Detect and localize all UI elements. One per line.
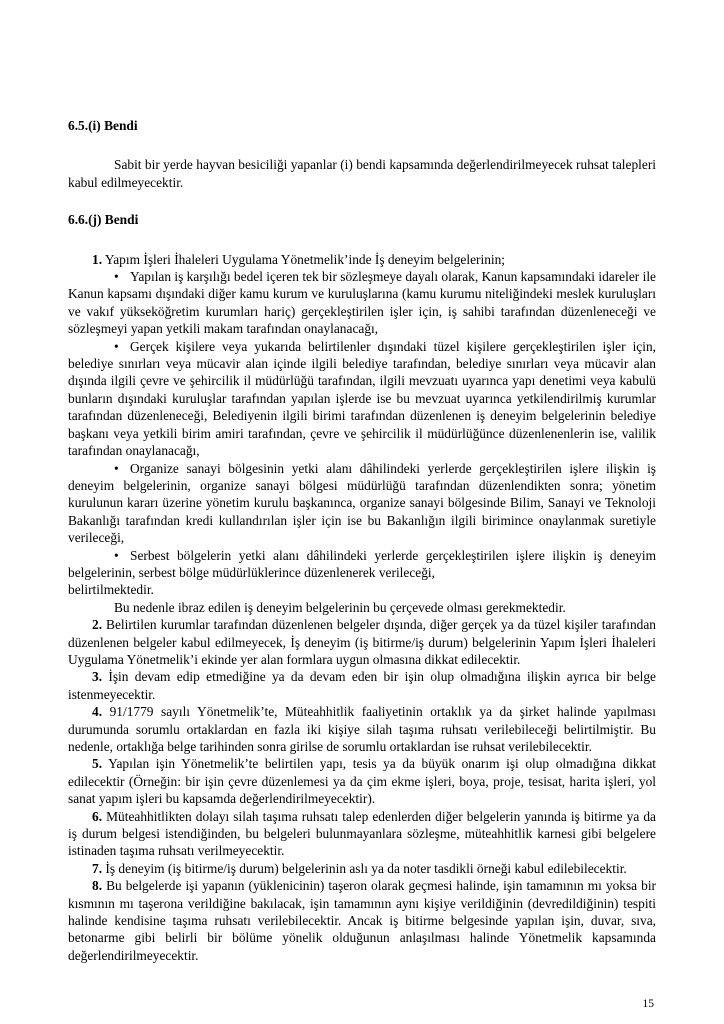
list-item-1 [68,251,656,268]
item-text: Yapılan işin Yönetmelik’te belirtilen yapı, tesis ya da büyük onarım işi olup olmadığına dikkat edilecektir (Örneğin: bir işin çevre düzenlemesi ya da çim ekme işleri, boya, proje, tesisat, harita işleri, yol sanat yapım işleri bu kapsamda değerlendirilmeyecektir). [68,756,656,807]
item-text: İş deneyim (iş bitirme/iş durum) belgelerinin aslı ya da noter tasdikli örneği kabul edilebilecektir. [105,860,627,876]
bullet-text: Serbest bölgelerin yetki alanı dâhilindeki yerlerde gerçekleştirilen işlere ilişkin iş deneyim belgelerinin, serbest bölge müdürlüklerince düzenlenerek verileceği, [68,547,656,580]
item-number: 6. [92,808,103,824]
list-item-2 [68,616,656,668]
list-item-8 [68,877,656,964]
bullet-text: Yapılan iş karşılığı bedel içeren tek bir sözleşmeye dayalı olarak, Kanun kapsamındaki idareler ile Kanun kapsamı dışındaki diğer kamu kurum ve kuruluşlarına (kamu kurumu niteliğindeki meslek kuruluşları ve vakıf yükseköğretim kurumları hariç) gerçekleştirilen işler için, iş sahibi tarafından düzenleneceği ve sözleşmeyi yapan yetkili makam tarafından onaylanacağı, [68,269,656,337]
document-page [68,117,656,964]
item-number: 4. [92,704,103,720]
item-text: 91/1779 sayılı Yönetmelik’te, Müteahhitlik faaliyetinin ortaklık ya da şirket halinde yapılması durumunda sorumlu ortaklardan en fazla iki kişiye silah taşıma ruhsatı verilebileceği belirtilmiştir. Bu nedenle, ortaklığa belge tarihinden sonra girilse de sorumlu ortaklardan ise ruhsat verilebilecektir. [68,704,656,754]
item-number: 1. [92,251,103,267]
item-number: 8. [92,878,103,894]
note-text: Bu nedenle ibraz edilen iş deneyim belgelerinin bu çerçevede olması gerekmektedir. [114,599,566,615]
bullet-icon: • [114,338,119,354]
item-text: Yapım İşleri İhaleleri Uygulama Yönetmelik’inde İş deneyim belgelerinin; [104,251,506,267]
item-number: 7. [92,860,103,876]
item-number: 5. [92,756,103,772]
item-text: Bu belgelerde işi yapanın (yüklenicinin) taşeron olarak geçmesi halinde, işin tamamının mı yoksa bir kısmının mı taşerona verildiğine bakılacak, işin tamamının aynı kişiye verildiğinin (devredildiğinin) tespiti halinde kendisine taşıma ruhsatı verilebilecektir. Ancak iş bitirme belgesinde yapılan işin, duvar, sıva, betonarme gibi belirli bir bölüme yönelik olduğunun anlaşılması halinde Yönetmelik kapsamında değerlendirilmeyecektir. [68,878,656,963]
bullet-text: Organize sanayi bölgesinin yetki alanı dâhilindeki yerlerde gerçekleştirilen işlere ilişkin iş deneyim belgelerinin, organize sanayi bölgesi müdürlüğü tarafından düzenlendikten sonra; yönetim kurulunun kararı üzerine yönetim kurulu başkanınca, organize sanayi bölgesinde Bilim, Sanayi ve Teknoloji Bakanlığı tarafından kredi kullandırılan işler için ise bu Bakanlığın ilgili birimince onaylanmak suretiyle verileceği, [68,460,656,546]
item-text: İşin devam edip etmediğine ya da devam eden bir işin olup olmadığına ilişkin ayrıca bir belge istenmeyecektir. [68,669,656,702]
bullet-icon: • [114,269,119,285]
bullet-icon: • [114,547,119,563]
page-number: 15 [642,998,654,1010]
list-item-4 [68,703,656,755]
bullet-icon: • [114,460,119,476]
bullet-item [68,460,656,547]
list-item-3 [68,668,656,703]
section-6-5-text: Sabit bir yerde hayvan besiciliği yapanlar (i) bendi kapsamında değerlendirilmeyecek ruhsat talepleri kabul edilmeyecektir. [68,157,656,190]
item-text: Belirtilen kurumlar tarafından düzenlenen belgeler dışında, diğer gerçek ya da tüzel kişiler tarafından düzenlenen belgeler kabul edilmeyecek, İş deneyim (iş bitirme/iş durum) belgelerinin Yapım İşleri İhaleleri Uygulama Yönetmelik’i ekinde yer alan formlara uygun olmasına dikkat edilecektir. [68,617,656,667]
list-item-5 [68,755,656,807]
section-heading-6-6: 6.6.(j) Bendi [68,212,139,228]
section-heading-6-5: 6.5.(i) Bendi [68,118,138,133]
list-item-6 [68,808,656,860]
item-number: 2. [92,617,103,633]
list-item-7 [68,860,656,877]
bullet-item [68,268,656,338]
tail-text: belirtilmektedir. [68,582,154,598]
item-text: Müteahhitlikten dolayı silah taşıma ruhsatı talep edenlerden diğer belgelerin yanında iş bitirme ya da iş durum belgesi istendiğinden, bu belgeleri bulunmayanlara sözleşme, müteahhitlik karnesi gibi belgelere istinaden taşıma ruhsatı verilmeyecektir. [68,808,656,859]
bullet-item [68,547,656,582]
item-number: 3. [92,669,103,685]
bullet-text: Gerçek kişilere veya yukarıda belirtilenler dışındaki tüzel kişilere gerçekleştirilen işler için, belediye sınırları veya mücavir alan içinde ilgili belediye tarafından, belediye sınırları veya mücavir alan dışında ilgili çevre ve şehircilik il müdürlüğü tarafından, ilgili mevzuatı uyarınca yapı denetimi veya kabulü bunların dışındaki kuruluşlar tarafından yapılan işlerde ise bu mevzuat uyarınca yetkilendirilmiş kurumlar tarafından düzenleneceği, Belediyenin ilgili birimi tarafından düzenlenen iş deneyim belgelerinin belediye başkanı veya yetkili birim amiri tarafından, çevre ve şehircilik il müdürlüğünce düzenlenenlerin ise, valilik tarafından onaylanacağı, [68,338,656,459]
bullet-item [68,338,656,460]
